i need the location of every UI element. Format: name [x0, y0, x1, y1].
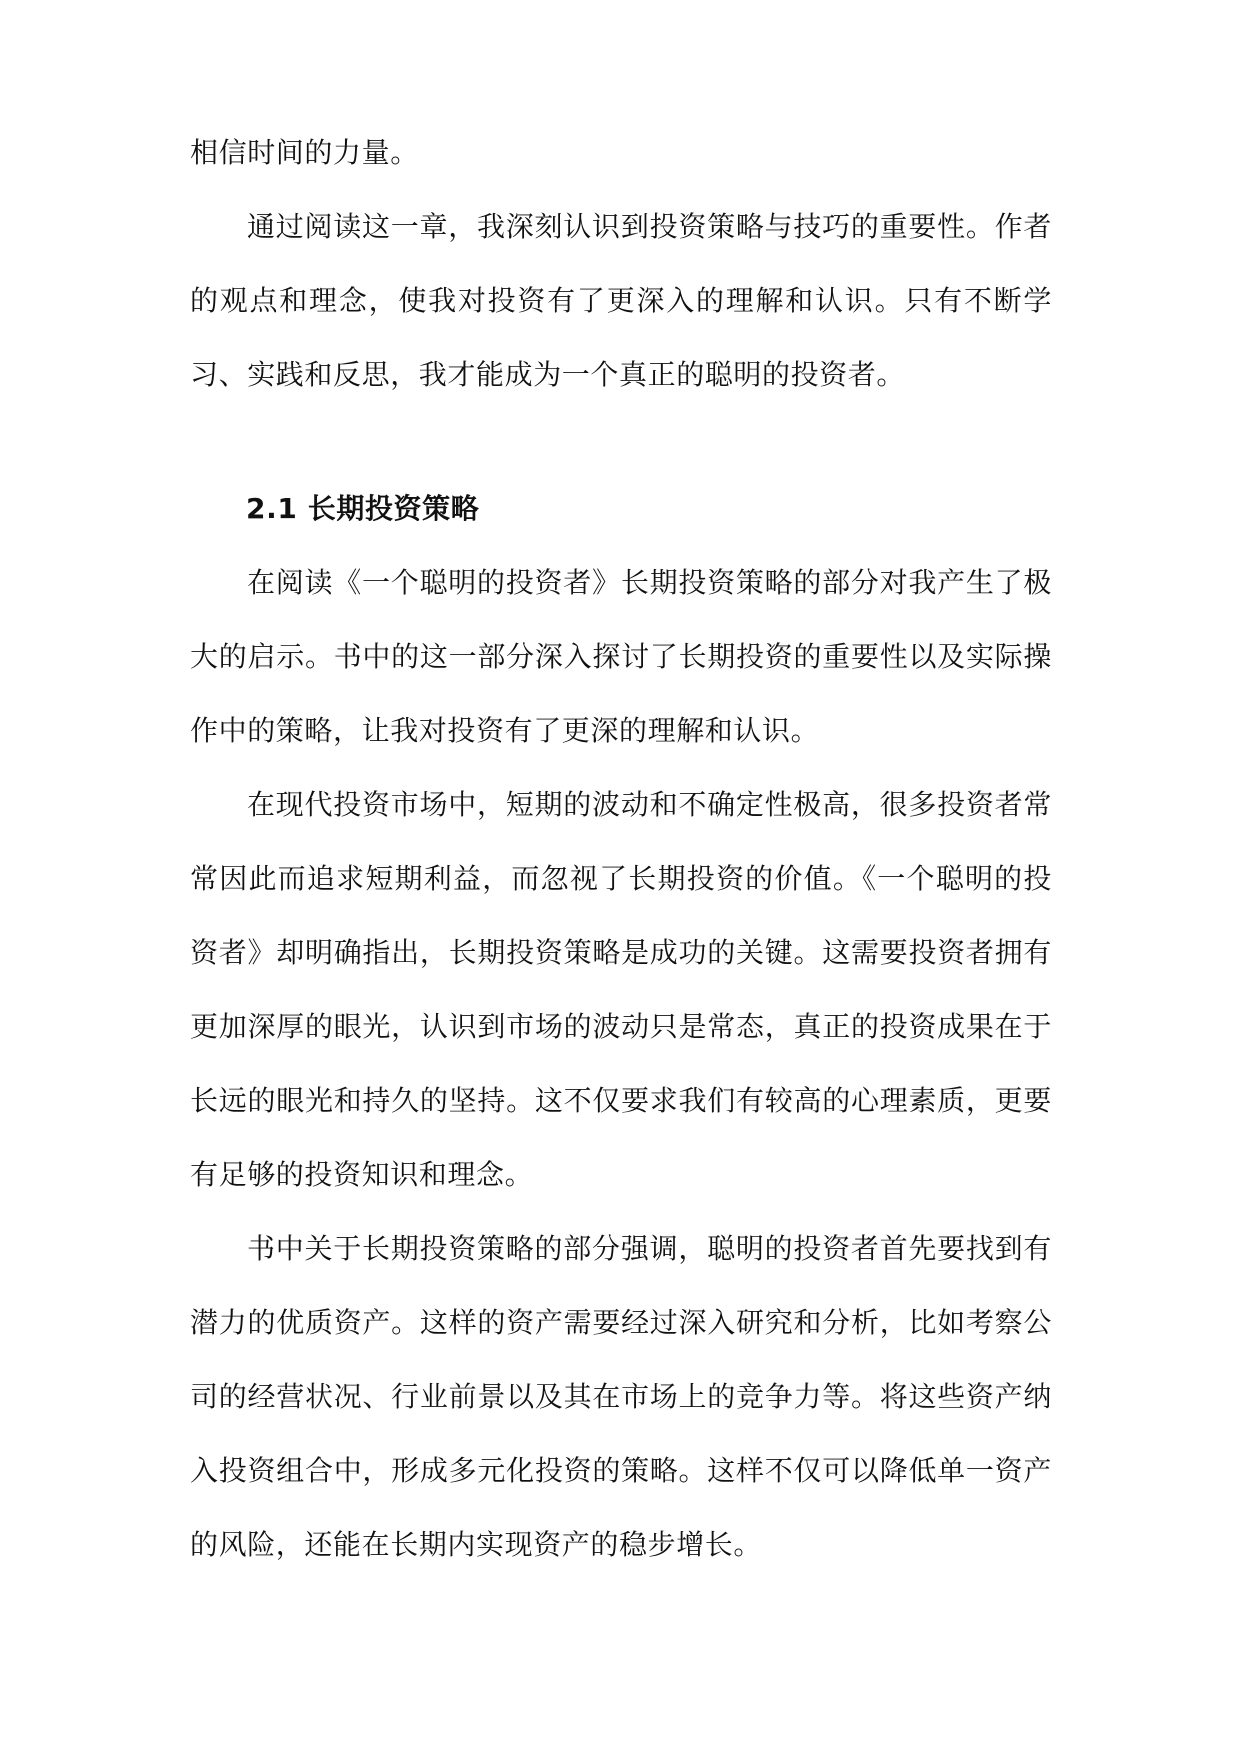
paragraph-long-term-intro: 在阅读《一个聪明的投资者》长期投资策略的部分对我产生了极大的启示。书中的这一部分深入探讨了长期投资的重要性以及实际操作中的策略，让我对投资有了更深的理解和认识。 — [190, 566, 1052, 747]
paragraph-market-volatility: 在现代投资市场中，短期的波动和不确定性极高，很多投资者常常因此而追求短期利益，而忽视了长期投资的价值。《一个聪明的投资者》却明确指出，长期投资策略是成功的关键。这需要投资者拥有更加深厚的眼光，认识到市场的波动只是常态，真正的投资成果在于长远的眼光和持久的坚持。这不仅要求我们有较高的心理素质，更要有足够的投资知识和理念。 — [190, 788, 1052, 1191]
section-heading: 2.1 长期投资策略 — [246, 492, 480, 525]
paragraph-chapter-reflection: 通过阅读这一章，我深刻认识到投资策略与技巧的重要性。作者的观点和理念，使我对投资有了更深入的理解和认识。只有不断学习、实践和反思，我才能成为一个真正的聪明的投资者。 — [190, 210, 1052, 391]
paragraph-continuation: 相信时间的力量。 — [190, 136, 419, 169]
paragraph-quality-assets: 书中关于长期投资策略的部分强调，聪明的投资者首先要找到有潜力的优质资产。这样的资产需要经过深入研究和分析，比如考察公司的经营状况、行业前景以及其在市场上的竞争力等。将这些资产纳入投资组合中，形成多元化投资的策略。这样不仅可以降低单一资产的风险，还能在长期内实现资产的稳步增长。 — [190, 1232, 1052, 1561]
